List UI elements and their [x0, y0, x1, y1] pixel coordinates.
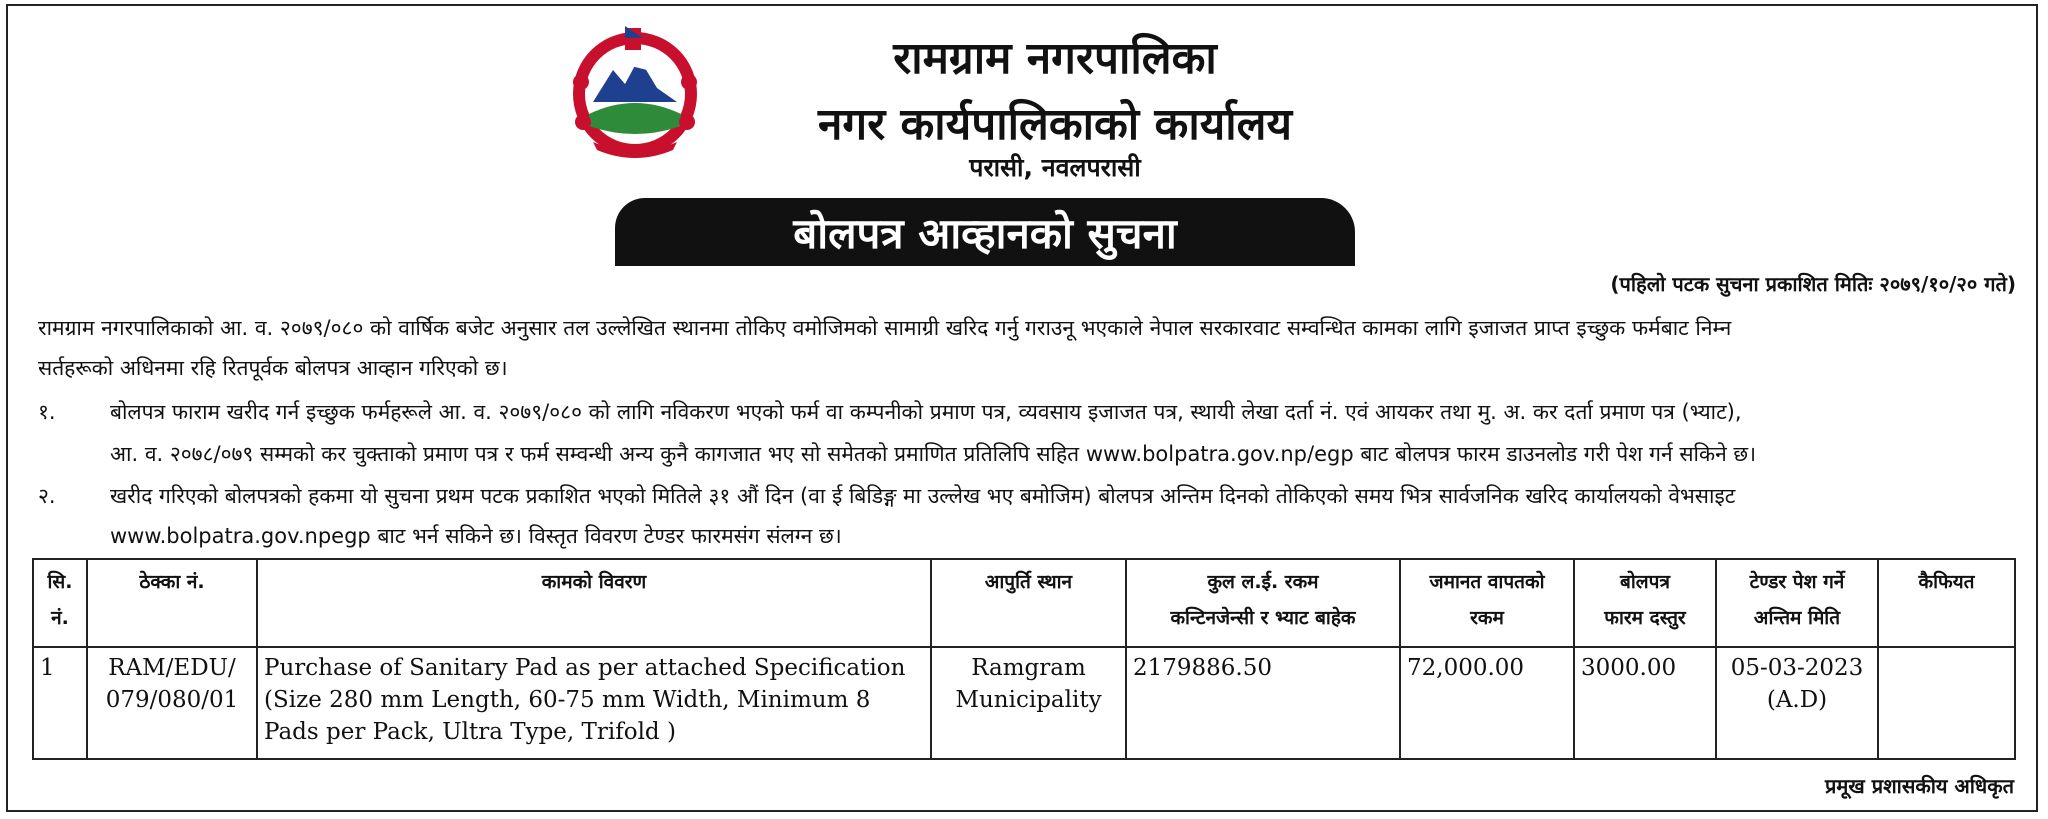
tender-table	[32, 558, 2016, 760]
condition-2-line-2: www.bolpatra.gov.npegp बाट भर्न सकिने छ। विस्तृत विवरण टेण्डर फारमसंग संलग्न छ।	[110, 524, 842, 548]
col-header-amount: कुल ल.ई. रकम कन्टिनजेन्सी र भ्याट बाहेक	[1126, 559, 1400, 647]
cell-sn: 1	[33, 647, 87, 759]
cell-supply-place: Ramgram Municipality	[931, 647, 1126, 759]
cell-form-fee: 3000.00	[1574, 647, 1716, 759]
office-location: परासी, नवलपरासी	[969, 153, 1141, 182]
publish-date-note: (पहिलो पटक सुचना प्रकाशित मितिः २०७९/१०/२० गते)	[1610, 272, 2016, 296]
col-header-contract-no: ठेक्का नं.	[87, 559, 257, 647]
condition-number-2: २.	[38, 484, 56, 508]
condition-number-1: १.	[38, 400, 56, 424]
col-header-deadline: टेण्डर पेश गर्ने अन्तिम मिति	[1716, 559, 1878, 647]
col-header-form-fee: बोलपत्र फारम दस्तुर	[1574, 559, 1716, 647]
condition-1-line-2: आ. व. २०७८/०७९ सम्मको कर चुक्ताको प्रमाण पत्र र फर्म सम्वन्धी अन्य कुनै कागजात भए सो समेतको प्रमाणित प्रतिलिपि सहित www.bolpatra.gov.np/egp बाट बोलपत्र फारम डाउनलोड गरी पेश गर्न सकिने छ।	[110, 442, 1757, 466]
cell-description: Purchase of Sanitary Pad as per attached Specification (Size 280 mm Length, 60-75 mm Width, Minimum 8 Pads per Pack, Ultra Type, Trifold )	[257, 647, 931, 759]
col-header-sn: सि. नं.	[33, 559, 87, 647]
notice-title-banner	[615, 198, 1355, 266]
intro-line-1: रामग्राम नगरपालिकाको आ. व. २०७९/०८० को वार्षिक बजेट अनुसार तल उल्लेखित स्थानमा तोकिए वमोजिमको सामाग्री खरिद गर्नु गराउनू भएकाले नेपाल सरकारवाट सम्वन्धित कामका लागि इजाजत प्राप्त इच्छुक फर्मबाट निम्न	[38, 316, 1732, 340]
cell-amount: 2179886.50	[1126, 647, 1400, 759]
nepal-emblem-icon	[553, 22, 718, 162]
condition-2-line-1: खरीद गरिएको बोलपत्रको हकमा यो सुचना प्रथम पटक प्रकाशित भएको मितिले ३१ औं दिन (वा ई बिडिङ्ग मा उल्लेख भए बमोजिम) बोलपत्र अन्तिम दिनको तोकिएको समय भित्र सार्वजनिक खरिद कार्यालयको वेभसाइट	[110, 484, 1736, 508]
condition-1-line-1: बोलपत्र फाराम खरीद गर्न इच्छुक फर्महरूले आ. व. २०७९/०८० को लागि नविकरण भएको फर्म वा कम्पनीको प्रमाण पत्र, व्यवसाय इजाजत पत्र, स्थायी लेखा दर्ता नं. एवं आयकर तथा मु. अ. कर दर्ता प्रमाण पत्र (भ्याट),	[110, 400, 1742, 424]
office-name: नगर कार्यपालिकाको कार्यालय	[818, 99, 1292, 150]
cell-deadline: 05-03-2023 (A.D)	[1716, 647, 1878, 759]
table-header-row	[33, 559, 2015, 647]
cell-contract-no: RAM/EDU/ 079/080/01	[87, 647, 257, 759]
col-header-remarks: कैफियत	[1878, 559, 2015, 647]
col-header-description: कामको विवरण	[257, 559, 931, 647]
notice-title: बोलपत्र आव्हानको सुचना	[793, 208, 1177, 258]
intro-line-2: सर्तहरूको अधिनमा रहि रितपूर्वक बोलपत्र आव्हान गरिएको छ।	[38, 356, 508, 380]
col-header-supply-place: आपुर्ति स्थान	[931, 559, 1126, 647]
cell-remarks	[1878, 647, 2015, 759]
table-row	[33, 647, 2015, 759]
municipality-name: रामग्राम नगरपालिका	[893, 33, 1217, 84]
col-header-security: जमानत वापतको रकम	[1400, 559, 1574, 647]
cell-security: 72,000.00	[1400, 647, 1574, 759]
signatory-title: प्रमूख प्रशासकीय अधिकृत	[1825, 774, 2014, 798]
